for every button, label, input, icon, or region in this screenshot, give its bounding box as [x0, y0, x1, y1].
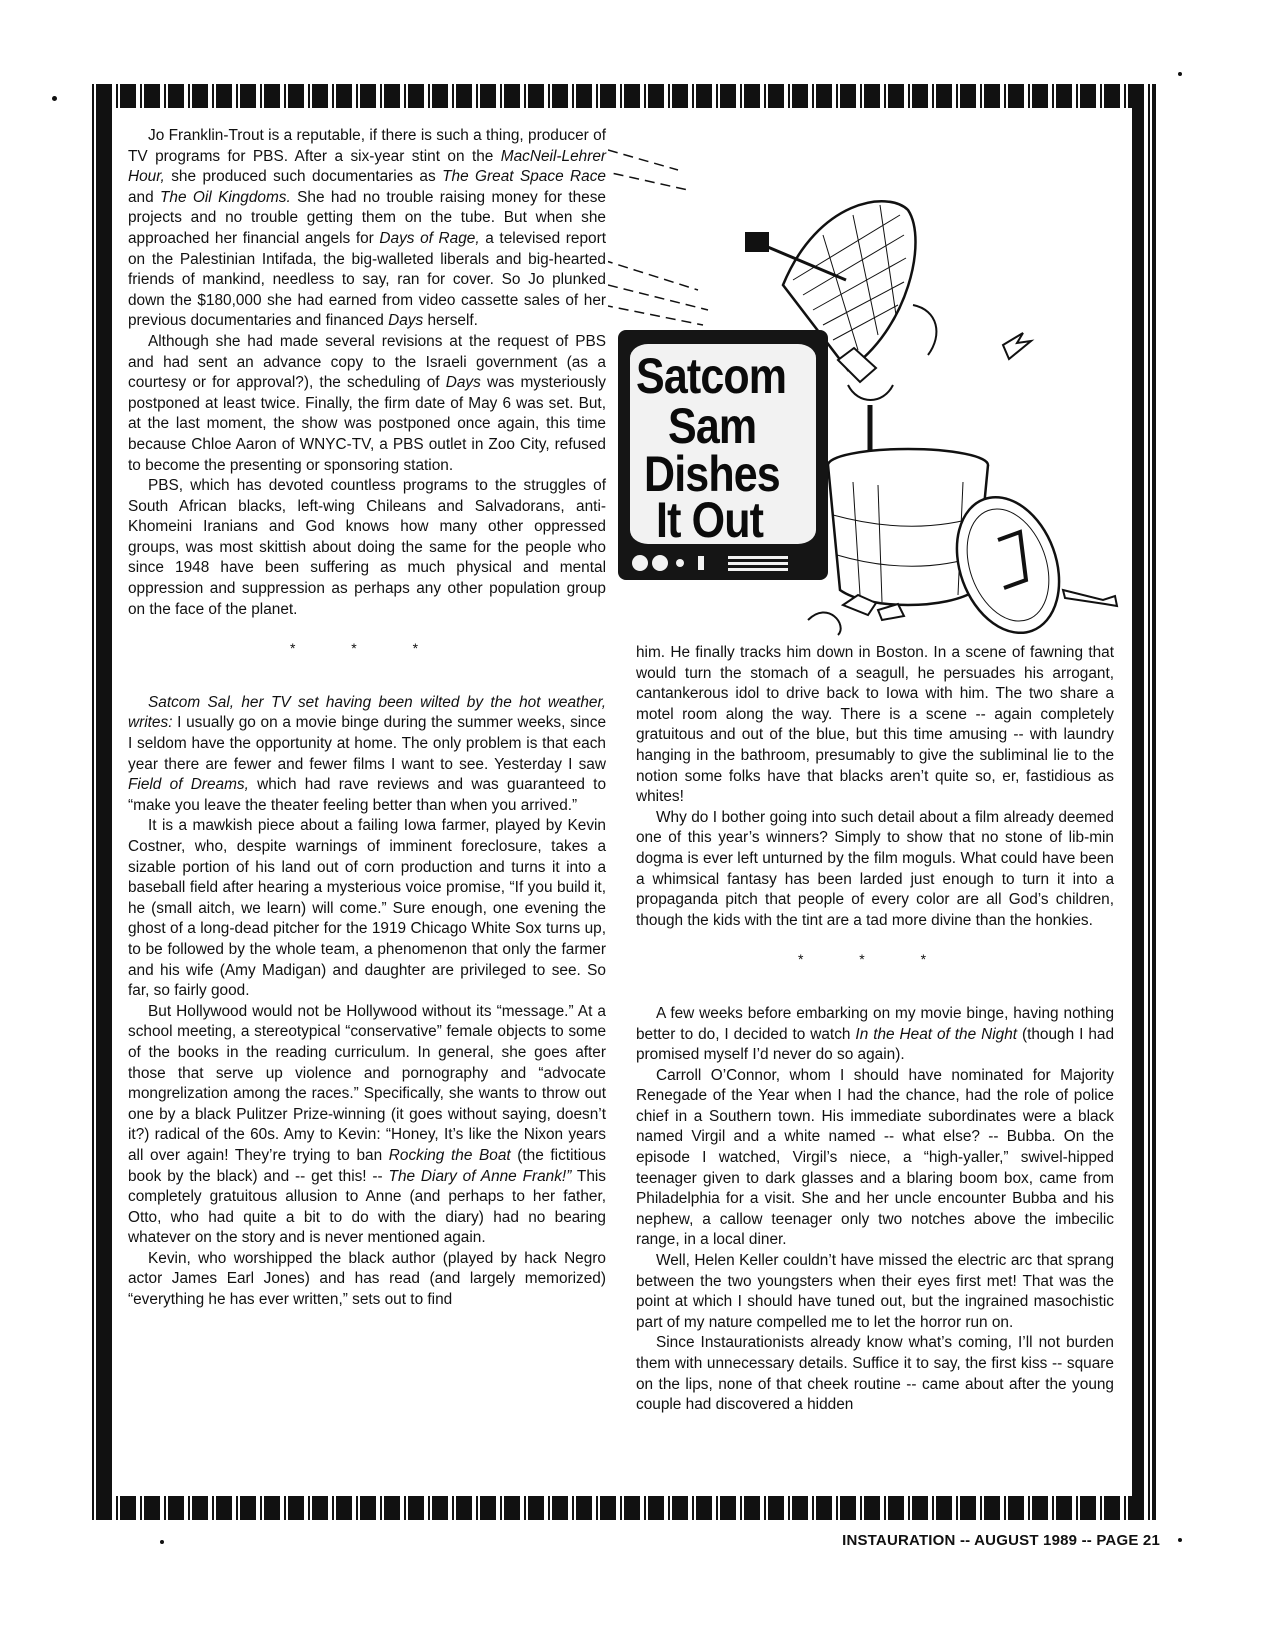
page-footer: INSTAURATION -- AUGUST 1989 -- PAGE 21 [842, 1532, 1160, 1549]
text: was mysteriously postponed at least twice. Finally, the firm date of May 6 was set. But, at the last moment, the show was postponed once again, this time because Chloe Aaron of WNYC-TV, a PBS outlet in Zoo City, refused to become the presenting or sponsoring station. [128, 374, 606, 474]
tv-controls-icon [628, 552, 818, 574]
italic-text: The Diary of Anne Frank!” [388, 1167, 572, 1185]
headline-line-1: Satcom [636, 348, 787, 404]
paragraph [128, 1002, 606, 1249]
italic-text: The Oil Kingdoms. [160, 188, 291, 206]
headline-line-2: Sam [668, 398, 757, 454]
scan-speck [1178, 72, 1182, 76]
italic-text: Days of Rage, [379, 229, 480, 247]
scan-speck [1178, 1538, 1182, 1542]
italic-text: MacNeil-Lehrer Hour, [128, 147, 606, 186]
paragraph: It is a mawkish piece about a failing Iowa farmer, played by Kevin Costner, who, despite warnings of imminent foreclosure, takes a sizable portion of his land out of corn production and turns it into a baseball field after hearing a mysterious voice promise, “If you build it, he (small aitch, we learn) will come.” Sure enough, one evening the ghost of a long-dead pitcher for the 1919 Chicago White Sox turns up, to be followed by the whole team, a phenomenon that only the farmer and his wife (Amy Madigan) and daughter are privileged to see. So far, so fairly good. [128, 817, 606, 1000]
text: she produced such documentaries as [164, 168, 443, 186]
text: a televised report on the Palestinian Intifada, the big-walleted liberals and big-hearted friends of mankind, needless to say, ran for cover. So Jo plunked down the $180,000 she had earned from video cassette sales of her previous documentaries and financed [128, 229, 607, 330]
italic-text: Rocking the Boat [388, 1146, 511, 1164]
paragraph [128, 693, 606, 817]
headline-line-3: Dishes [644, 446, 780, 502]
paragraph [636, 1004, 1114, 1066]
text: Although she had made several revisions at the request of PBS and had sent an advance copy to the Israeli government (as a courtesy or for approval?), the scheduling of [128, 332, 606, 392]
text: (though I had promised myself I’d never do so again). [636, 1025, 1115, 1064]
italic-text: Days [445, 374, 481, 392]
italic-text: Days [388, 312, 424, 330]
article-column-left [128, 126, 606, 1311]
text: This completely gratuitous allusion to Anne (and perhaps to her father, Otto, who had quite a bit to do with the diary) had no bearing whatever on the story and is never mentioned again. [128, 1167, 606, 1247]
headline-line-4: It Out [656, 492, 764, 548]
paragraph: Since Instaurationists already know what’s coming, I’ll not burden them with unnecessary details. Suffice it to say, the first kiss -- square on the lips, none of that cheek routine -- came about after the young couple had discovered a hidden [636, 1334, 1114, 1414]
text: and [128, 188, 161, 206]
text: herself. [423, 312, 478, 330]
italic-text: Satcom Sal, her TV set having been wilted by the hot weather, writes: [128, 693, 606, 732]
scan-speck [52, 96, 57, 101]
text: I usually go on a movie binge during the summer weeks, since I seldom have the opportunity at home. The only problem is that each year there are fewer and fewer films I want to see. Yesterday I saw [128, 714, 606, 773]
paragraph: Carroll O’Connor, whom I should have nominated for Majority Renegade of the Year when I had the chance, had the role of police chief in a Southern town. His immediate subordinates were a black named Virgil and a white named -- what else? -- Bubba. On the episode I watched, Virgil’s niece, a “high-yaller,” swivel-hipped teenager given to dark glasses and a blaring boom box, came from Philadelphia for a visit. She and her uncle encounter Bubba and his nephew, a callow teenager only two notches above the imbecilic range, in a local diner. [636, 1066, 1114, 1249]
scan-speck [160, 1540, 164, 1544]
text: which had rave reviews and was guaranteed to “make you leave the theater feeling better than when you arrived.” [128, 776, 606, 814]
paragraph [128, 332, 606, 476]
paragraph: Well, Helen Keller couldn’t have missed the electric arc that sprang between the two youngsters when their eyes first met! That was the point at which I should have tuned out, but the ingrained masochistic part of my nature compelled me to let the horror run on. [636, 1252, 1114, 1331]
paragraph: Kevin, who worshipped the black author (played by hack Negro actor James Earl Jones) and has read (and largely memorized) “everything he has ever written,” sets out to find [128, 1249, 606, 1309]
italic-text: In the Heat of the Night [855, 1025, 1018, 1043]
headline-tv-box [618, 330, 828, 580]
section-separator: * * * [797, 951, 953, 968]
section-separator: * * * [289, 640, 445, 657]
text: She had no trouble raising money for these projects and no trouble getting them on the tube. But when she approached her financial angels for [128, 188, 606, 247]
article-column-right [636, 643, 1114, 1416]
italic-text: The Great Space Race [442, 168, 606, 186]
text: But Hollywood would not be Hollywood without its “message.” At a school meeting, a stereotypical “conservative” female objects to some of the books in the reading curriculum. In general, she goes after those that serve up violence and pornography and “advocate mongrelization among the races.” Specifically, she wants to throw out one by a black Pulitzer Prize-winning (it goes without saying, doesn’t it?) radical of the 60s. Amy to Kevin: “Honey, It’s like the Nixon years all over again! They’re trying to ban [128, 1002, 606, 1164]
paragraph [128, 126, 606, 332]
paragraph: PBS, which has devoted countless programs to the struggles of South African blacks, left-wing Chileans and Salvadorans, anti-Khomeini Iranians and God knows how many other oppressed groups, was most skittish about doing the same for the people who since 1948 have been suffering as much physical and mental oppression and suppression as perhaps any other population group on the face of the planet. [128, 477, 606, 618]
paragraph: Why do I bother going into such detail about a film already deemed one of this year’s winners? Simply to show that no stone of lib-min dogma is ever left unturned by the film moguls. What could have been a whimsical fantasy has been larded just enough to turn it into a propaganda pitch that people of every color are all God’s children, though the kids with the tint are a tad more divine than the honkies. [636, 808, 1114, 929]
italic-text: Field of Dreams, [128, 776, 249, 794]
text: Jo Franklin-Trout is a reputable, if there is such a thing, producer of TV programs for PBS. After a six-year stint on the [128, 127, 606, 165]
headline-tv-screen [630, 344, 816, 548]
paragraph: him. He finally tracks him down in Boston. In a scene of fawning that would turn the stomach of a seagull, he persuades his arrogant, cantankerous idol to drive back to Iowa with him. The two share a motel room along the way. There is a scene -- again completely gratuitous and out of the blue, but this time amusing -- with laundry hanging in the bathroom, presumably to give the subliminal lie to the notion some folks have that blacks aren’t quite so, er, fastidious as whites! [636, 644, 1114, 806]
text: A few weeks before embarking on my movie binge, having nothing better to do, I decided to watch [636, 1004, 1114, 1043]
text: (the fictitious book by the black) and -- get this! -- [128, 1146, 606, 1185]
